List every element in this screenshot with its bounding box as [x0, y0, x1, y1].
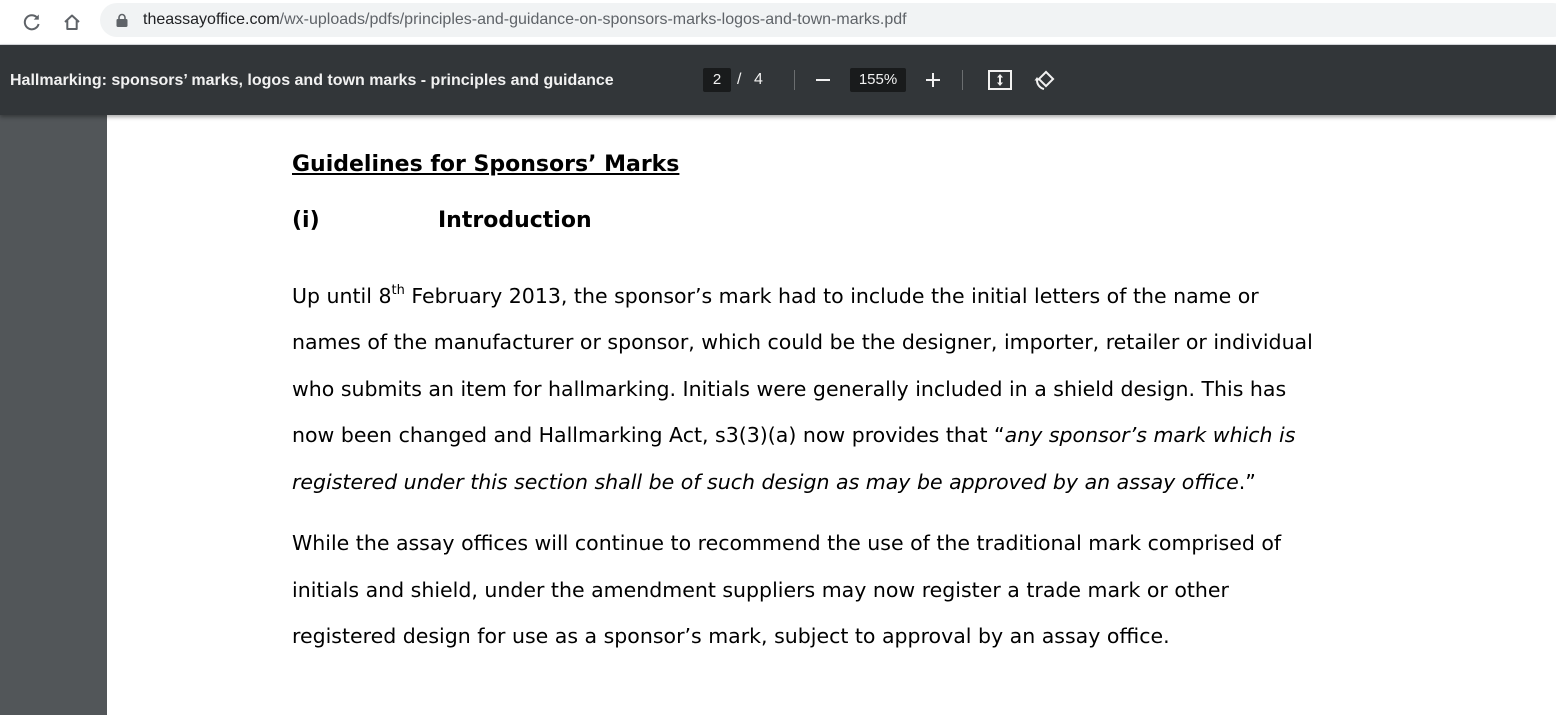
reload-icon [22, 12, 42, 32]
url-host: theassayoffice.com [143, 11, 280, 28]
address-bar[interactable] [100, 3, 1556, 37]
section-number: (i) [292, 208, 320, 233]
zoom-in-button[interactable] [918, 65, 948, 95]
rotate-icon [1033, 68, 1057, 92]
pdf-toolbar [0, 45, 1556, 115]
section-title: Introduction [438, 208, 592, 233]
document-heading: Guidelines for Sponsors’ Marks [292, 152, 680, 177]
home-icon [62, 12, 82, 32]
minus-icon [814, 71, 832, 89]
url-path: /wx-uploads/pdfs/principles-and-guidance-on-sponsors-marks-logos-and-town-marks.pdf [279, 11, 907, 28]
plus-icon [924, 71, 942, 89]
paragraph-line [292, 283, 1259, 309]
home-button[interactable] [57, 7, 87, 37]
text-span: February 2013, the sponsor’s mark had to include the initial letters of the name or [404, 284, 1259, 308]
toolbar-divider [794, 70, 795, 90]
italic-quote: registered under this section shall be of such design as may be approved by an assay office [292, 470, 1239, 494]
page-separator: / [737, 71, 742, 88]
url-text[interactable] [143, 11, 907, 29]
total-pages: 4 [754, 71, 763, 88]
pdf-page [107, 115, 1556, 715]
text-span: now been changed and Hallmarking Act, s3(3)(a) now provides that “ [292, 423, 1005, 447]
text-span: Up until 8 [292, 284, 392, 308]
zoom-level-input[interactable]: 155% [850, 68, 906, 92]
fit-to-page-button[interactable] [985, 65, 1015, 95]
italic-quote: any sponsor’s mark which is [1004, 423, 1296, 447]
browser-toolbar [0, 0, 1556, 45]
text-span: .” [1238, 470, 1256, 494]
zoom-out-button[interactable] [808, 65, 838, 95]
document-title: Hallmarking: sponsors’ marks, logos and town marks - principles and guidance [10, 72, 614, 89]
paragraph-line: While the assay offices will continue to recommend the use of the traditional mark comprised of [292, 531, 1282, 555]
reload-button[interactable] [17, 7, 47, 37]
superscript: th [391, 283, 405, 299]
lock-icon[interactable] [116, 13, 128, 27]
paragraph-line [292, 469, 1256, 495]
paragraph-line [292, 422, 1295, 448]
page-number-input[interactable]: 2 [703, 68, 731, 92]
paragraph-line: initials and shield, under the amendment suppliers may now register a trade mark or other [292, 578, 1229, 602]
paragraph-line: registered design for use as a sponsor’s mark, subject to approval by an assay office. [292, 624, 1170, 648]
fit-page-icon [988, 70, 1012, 90]
toolbar-divider [962, 70, 963, 90]
paragraph-line: names of the manufacturer or sponsor, which could be the designer, importer, retailer or individual [292, 330, 1313, 354]
rotate-button[interactable] [1030, 65, 1060, 95]
paragraph-line: who submits an item for hallmarking. Initials were generally included in a shield design. This has [292, 377, 1287, 401]
